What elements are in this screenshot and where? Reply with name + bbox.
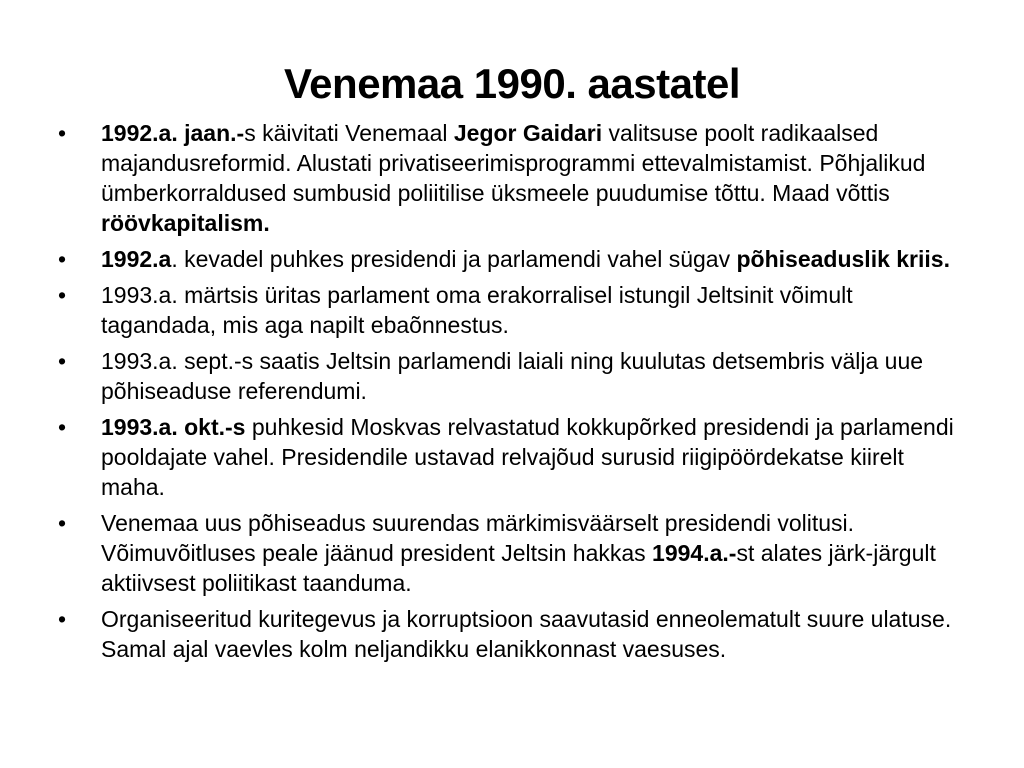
text-segment: röövkapitalism. <box>101 210 270 236</box>
bullet-dot-icon: • <box>58 120 67 146</box>
text-segment: põhiseaduslik kriis. <box>736 246 950 272</box>
bullet-text <box>101 510 936 596</box>
bullet-dot-icon: • <box>58 510 67 536</box>
slide-title: Venemaa 1990. aastatel <box>283 60 740 107</box>
text-segment: 1994.a.- <box>652 540 737 566</box>
bullet-dot-icon: • <box>58 606 67 632</box>
text-segment: st alates järk-järgult aktiivsest poliitikast taanduma. <box>101 540 936 596</box>
bullet-dot-icon: • <box>58 348 67 374</box>
text-segment: s käivitati Venemaal <box>244 120 454 146</box>
bullet-item <box>58 280 958 340</box>
text-segment: 1992.a. jaan.- <box>101 120 245 146</box>
bullet-item <box>58 346 958 406</box>
bullet-item <box>58 508 958 598</box>
text-segment: 1993.a. märtsis üritas parlament oma erakorralisel istungil Jeltsinit võimult tagandada, mis aga napilt ebaõnnestus. <box>101 282 853 338</box>
bullet-item <box>58 412 958 502</box>
bullet-text <box>101 348 923 404</box>
bullet-text <box>101 282 853 338</box>
text-segment: 1993.a. sept.-s saatis Jeltsin parlamendi laiali ning kuulutas detsembris välja uue põhiseaduse referendumi. <box>101 348 924 404</box>
bullet-text <box>101 246 950 272</box>
text-segment: Organiseeritud kuritegevus ja korruptsioon saavutasid enneolematult suure ulatuse. Samal ajal vaevles kolm neljandikku elanikkonnast vaesuses. <box>101 606 952 662</box>
bullet-dot-icon: • <box>58 282 67 308</box>
bullet-item <box>58 244 958 274</box>
bullet-dot-icon: • <box>58 414 67 440</box>
text-segment: 1993.a. okt.-s <box>101 414 246 440</box>
bullet-text <box>101 120 925 236</box>
bullet-text <box>101 606 951 662</box>
text-segment: valitsuse poolt radikaalsed majandusreformid. Alustati privatiseerimisprogrammi ettevalmistamist. Põhjalikud ümberkorraldused sumbusid poliitilise üksmeele puudumise tõttu. Maad võttis <box>101 120 926 206</box>
bullet-item <box>58 118 958 238</box>
bullet-item <box>58 604 958 664</box>
bullet-list <box>58 118 958 670</box>
text-segment: puhkesid Moskvas relvastatud kokkupõrked presidendi ja parlamendi pooldajate vahel. Presidendile ustavad relvajõud surusid riigipöördekatse kiirelt maha. <box>101 414 954 500</box>
text-segment: Jegor Gaidari <box>453 120 603 146</box>
bullet-text <box>101 414 954 500</box>
bullet-dot-icon: • <box>58 246 67 272</box>
text-segment: . kevadel puhkes presidendi ja parlamendi vahel sügav <box>171 246 737 272</box>
text-segment: Venemaa uus põhiseadus suurendas märkimisväärselt presidendi volitusi. Võimuvõitluses peale jäänud president Jeltsin hakkas <box>101 510 855 566</box>
text-segment: 1992.a <box>101 246 172 272</box>
